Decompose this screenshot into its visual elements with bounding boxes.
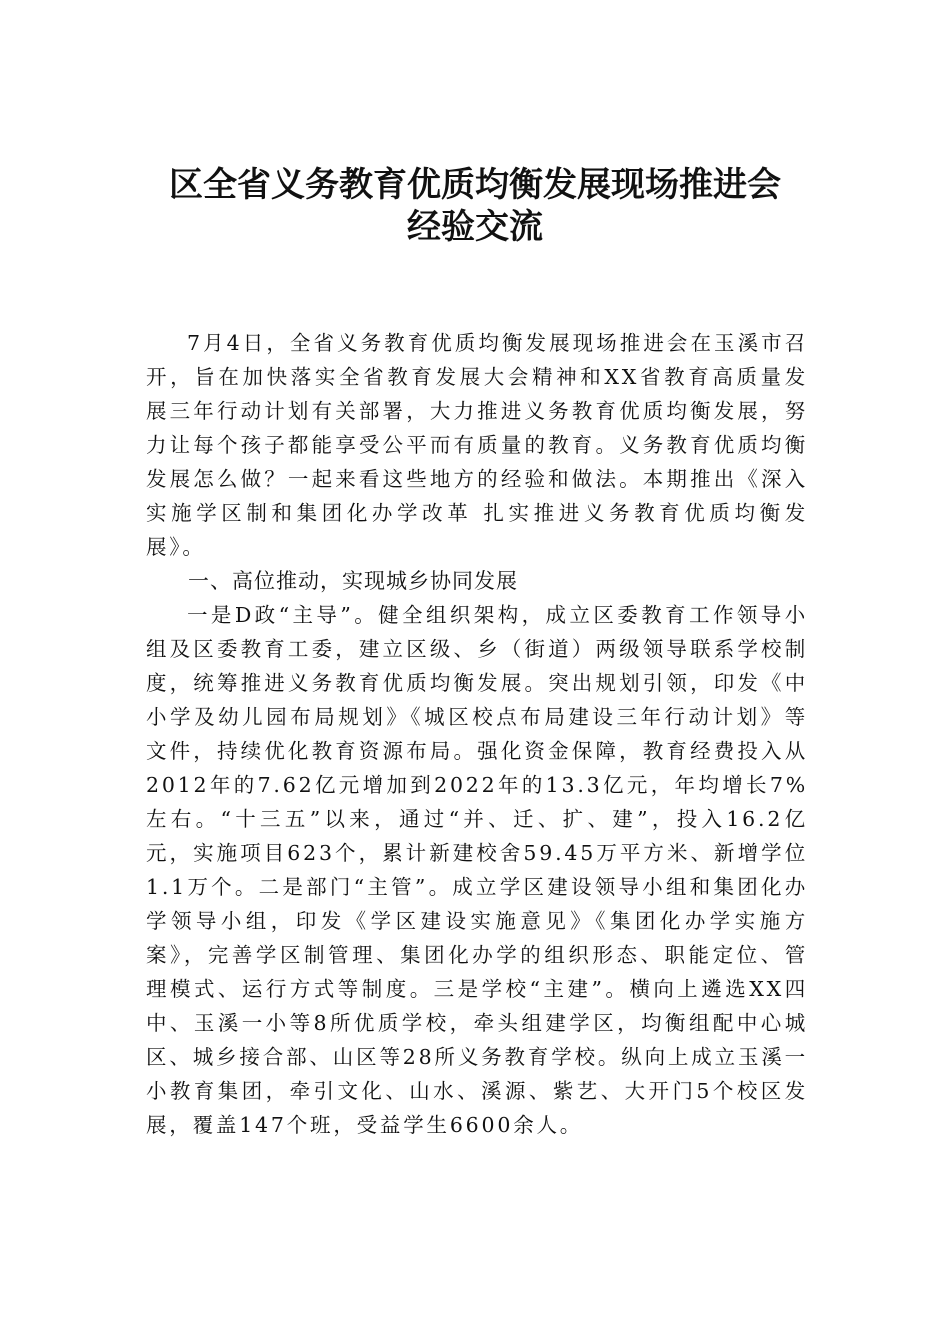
document-title-line-2: 经验交流 (407, 207, 543, 247)
section-paragraph: 一是D政“主导”。健全组织架构，成立区委教育工作领导小组及区委教育工委，建立区级、乡（街道）两级领导联系学校制度，统筹推进义务教育优质均衡发展。突出规划引领，印发《中小学及幼儿园布局规划》《城区校点布局建设三年行动计划》等文件，持续优化教育资源布局。强化资金保障，教育经费投入从2012年的7.62亿元增加到2022年的13.3亿元，年均增长7%左右。“十三五”以来，通过“并、迁、扩、建”，投入16.2亿元，实施项目623个，累计新建校舍59.45万平方米、新增学位1.1万个。二是部门“主管”。成立学区建设领导小组和集团化办学领导小组，印发《学区建设实施意见》《集团化办学实施方案》，完善学区制管理、集团化办学的组织形态、职能定位、管理模式、运行方式等制度。三是学校“主建”。横向上遴选XX四中、玉溪一小等8所优质学校，牵头组建学区，均衡组配中心城区、城乡接合部、山区等28所义务教育学校。纵向上成立玉溪一小教育集团，牵引文化、山水、溪源、紫艺、大开门5个校区发展，覆盖147个班，受益学生6600余人。 (146, 603, 808, 1137)
intro-paragraph: 7月4日，全省义务教育优质均衡发展现场推进会在玉溪市召开，旨在加快落实全省教育发展大会精神和XX省教育高质量发展三年行动计划有关部署，大力推进义务教育优质均衡发展，努力让每个孩子都能享受公平而有质量的教育。义务教育优质均衡发展怎么做？一起来看这些地方的经验和做法。本期推出《深入实施学区制和集团化办学改革 扎实推进义务教育优质均衡发展》。 (146, 331, 808, 559)
document-body (146, 326, 808, 1142)
document-title-line-1: 区全省义务教育优质均衡发展现场推进会 (169, 165, 781, 205)
section-heading: 一、高位推动，实现城乡协同发展 (188, 569, 518, 593)
